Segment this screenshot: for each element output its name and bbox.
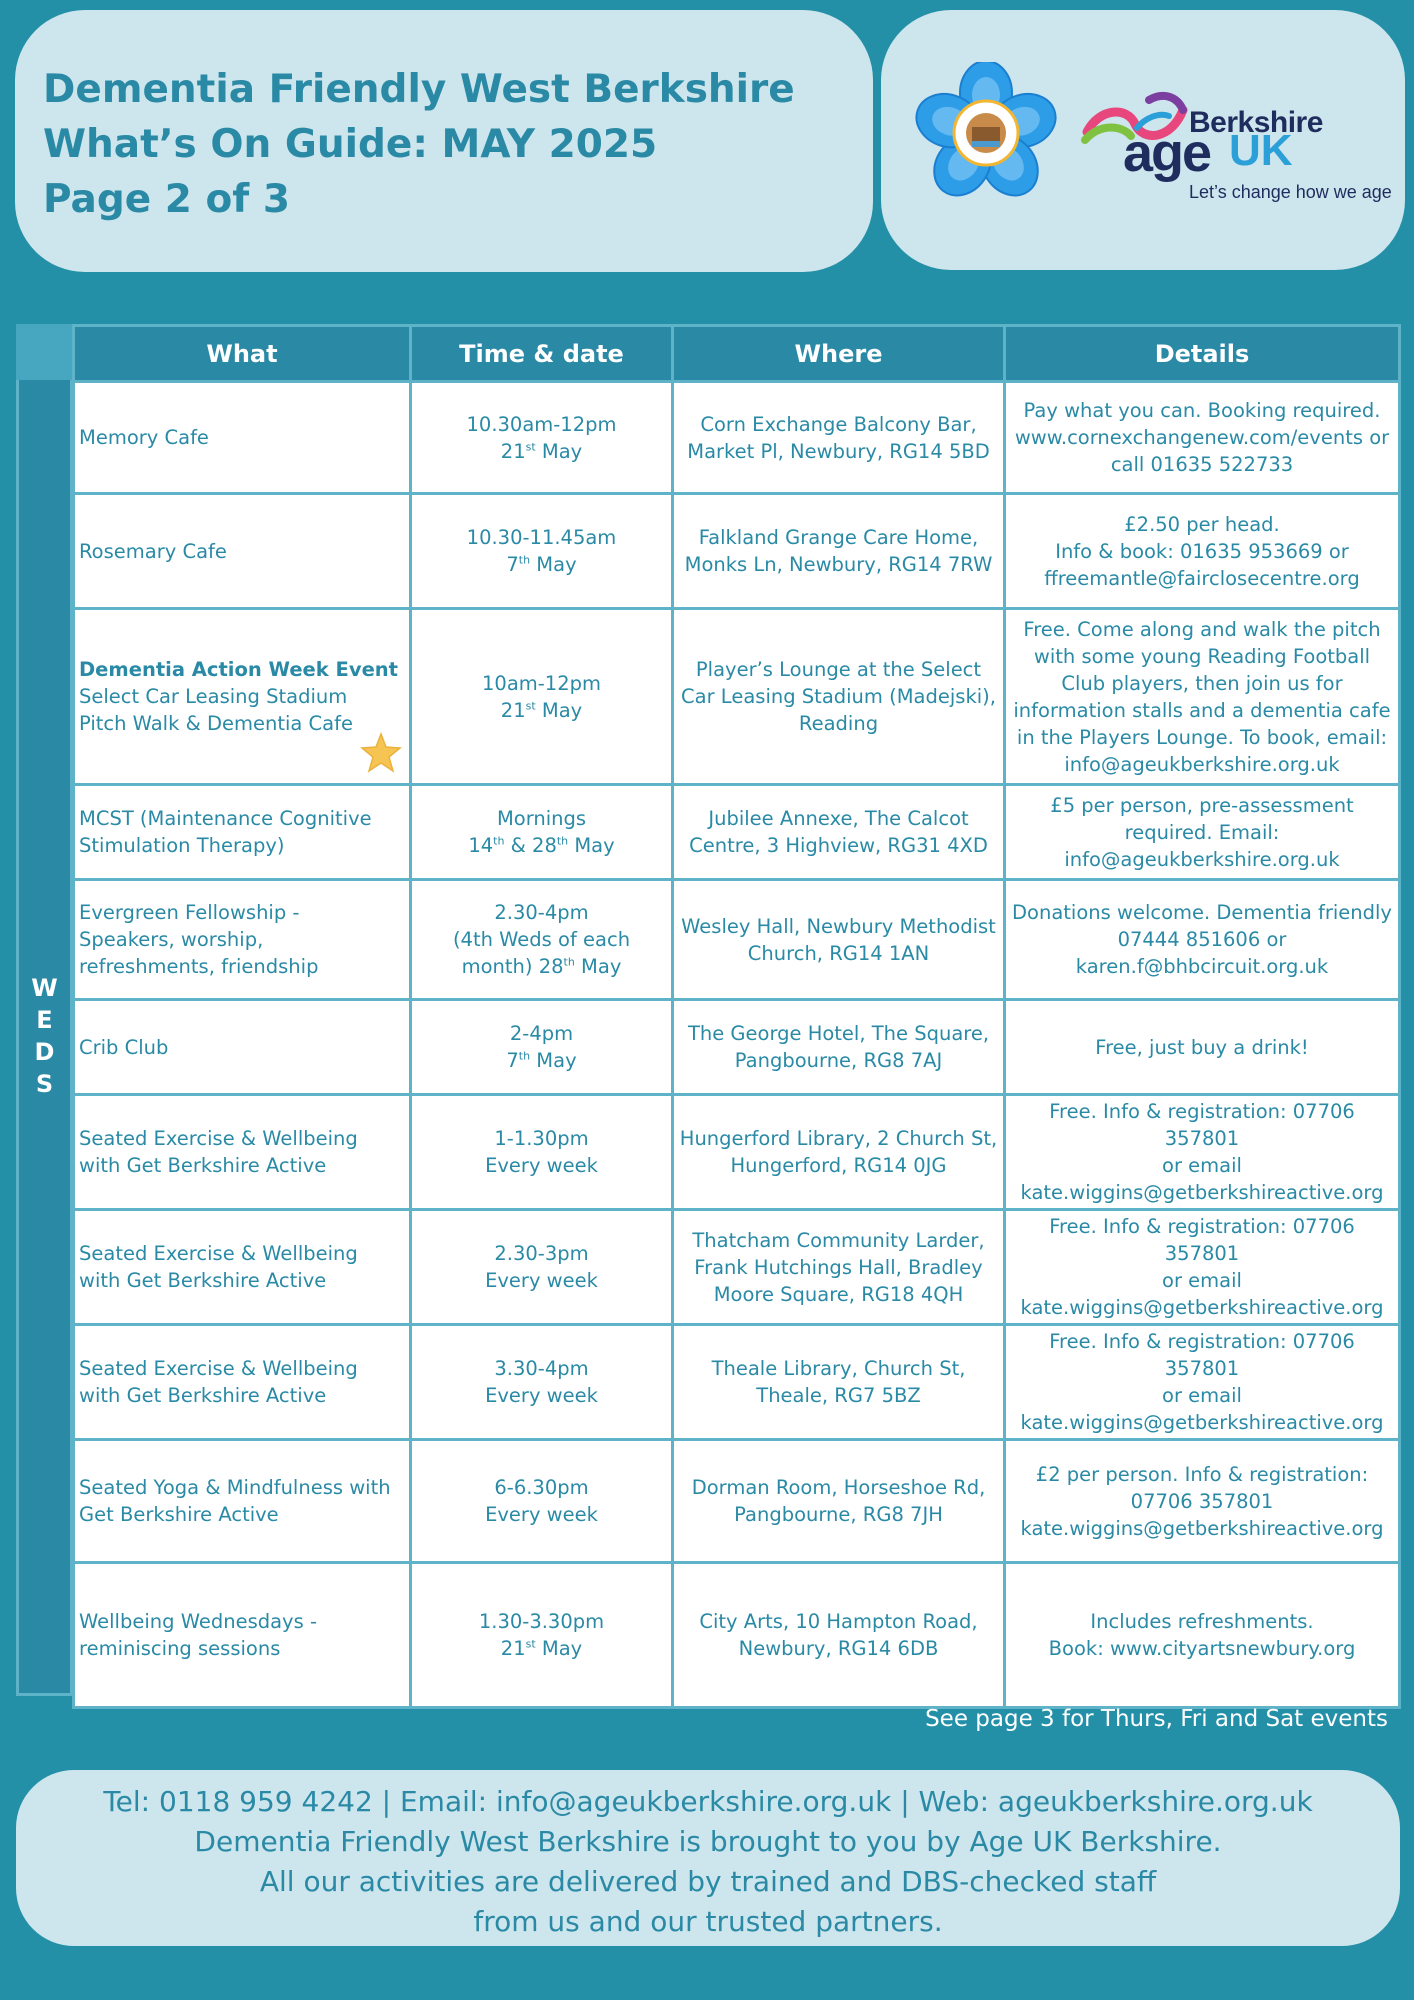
event-date: Every week [485,1269,598,1292]
details-line: ffreemantle@fairclosecentre.org [1044,566,1360,590]
details-line: Free. Info & registration: 07706 357801 [1049,1100,1355,1150]
details-line: kate.wiggins@getberkshireactive.org [1020,1411,1384,1434]
footer-line-2: Dementia Friendly West Berkshire is brought to you by Age UK Berkshire. [194,1825,1222,1858]
event-name-line: with Get Berkshire Active [79,1154,327,1177]
venue-line: Centre, 3 Highview, RG31 4XD [689,834,988,857]
event-highlight-title: Dementia Action Week Event [79,658,398,681]
details-line: info@ageukberkshire.org.uk [1064,847,1340,871]
event-name-line: Memory Cafe [79,426,209,449]
cell-details [1005,1000,1400,1095]
event-time: 2.30-3pm [494,1242,589,1265]
cell-where [673,609,1005,785]
event-name-line: Evergreen Fellowship - [79,901,300,924]
event-time: 1.30-3.30pm [478,1610,605,1633]
venue-line: Car Leasing Stadium (Madejski), [681,685,996,708]
cell-where [673,1563,1005,1708]
details-line: or email [1162,1154,1242,1177]
venue-line: Thatcham Community Larder, [692,1228,985,1252]
venue-line: Wesley Hall, Newbury Methodist [681,914,996,938]
details-line: Free. Info & registration: 07706 357801 [1049,1330,1355,1380]
star-icon [359,731,403,775]
details-line: call 01635 522733 [1110,453,1294,476]
details-line: Pay what you can. Booking required. [1023,399,1381,422]
cell-time-date [411,880,673,1000]
venue-line: Hungerford Library, 2 Church St, [679,1127,998,1150]
day-label-weds: W E D S [31,974,58,1098]
event-name-line: refreshments, friendship [79,955,319,978]
logo-uk-text: UK [1229,126,1293,175]
venue-line: Corn Exchange Balcony Bar, [700,412,977,436]
side-column-header [16,324,73,380]
table-row [74,1325,1400,1440]
details-line: kate.wiggins@getberkshireactive.org [1020,1516,1384,1540]
table-row [74,1563,1400,1708]
title-line-1: Dementia Friendly West Berkshire [43,67,795,112]
cell-details [1005,1563,1400,1708]
venue-line: Hungerford, RG14 0JG [730,1154,947,1177]
details-line: karen.f@bhbcircuit.org.uk [1075,955,1329,978]
footer-line-4: from us and our trusted partners. [473,1905,943,1938]
logos-panel [881,10,1405,270]
table-row [74,1000,1400,1095]
event-time: 2.30-4pm [494,901,589,924]
venue-line: Jubilee Annexe, The Calcot [708,807,969,830]
venue-line: Newbury, RG14 6DB [738,1637,939,1660]
event-date: 21st May [500,439,583,463]
details-line: with some young Reading Football [1033,644,1371,668]
event-date: 21st May [500,698,583,722]
event-name-line: Select Car Leasing Stadium [79,685,348,708]
cell-where [673,1210,1005,1325]
event-time: 3.30-4pm [494,1357,589,1380]
details-line: Free, just buy a drink! [1095,1035,1309,1059]
cell-what [74,1210,411,1325]
cell-details [1005,494,1400,609]
details-line: 07444 851606 or [1117,928,1287,951]
event-name-line: reminiscing sessions [79,1637,281,1660]
title-line-2: What’s On Guide: MAY 2025 [43,122,658,167]
event-date: month) 28th May [461,955,622,978]
logo-tagline: Let’s change how we age [1189,182,1392,202]
see-page-3-note: See page 3 for Thurs, Fri and Sat events [925,1706,1388,1732]
cell-where [673,494,1005,609]
cell-details [1005,1095,1400,1210]
details-line: Book: www.cityartsnewbury.org [1048,1637,1356,1660]
venue-line: Dorman Room, Horseshoe Rd, [691,1476,986,1499]
event-date: Every week [485,1503,598,1526]
table-row [74,1440,1400,1563]
event-name-line: Stimulation Therapy) [79,834,285,857]
venue-line: Church, RG14 1AN [747,941,930,965]
cell-where [673,785,1005,880]
details-line: 07706 357801 [1130,1489,1274,1513]
venue-line: Player’s Lounge at the Select [695,658,982,681]
table-row [74,494,1400,609]
cell-time-date [411,1563,673,1708]
event-time: Mornings [496,807,587,830]
cell-details [1005,1210,1400,1325]
cell-details [1005,785,1400,880]
table-row [74,880,1400,1000]
venue-line: Pangbourne, RG8 7JH [734,1503,943,1526]
column-header-what: What [74,326,411,382]
venue-line: Frank Hutchings Hall, Bradley [694,1255,983,1279]
details-line: required. Email: [1124,820,1280,844]
event-name-line: Speakers, worship, [79,928,264,951]
event-name-line: Seated Exercise & Wellbeing [79,1242,358,1265]
cell-where [673,1440,1005,1563]
event-date: 21st May [500,1637,583,1660]
cell-where [673,1325,1005,1440]
details-line: info@ageukberkshire.org.uk [1064,752,1340,776]
cell-time-date [411,1440,673,1563]
event-date: 14th & 28th May [468,834,615,857]
cell-time-date [411,785,673,880]
cell-time-date [411,609,673,785]
details-line: Donations welcome. Dementia friendly [1012,901,1392,924]
table-row [74,785,1400,880]
cell-what [74,1325,411,1440]
footer-contact-line: Tel: 0118 959 4242 | Email: info@ageukberkshire.org.uk | Web: ageukberkshire.org.uk [103,1785,1313,1818]
event-name-line: Wellbeing Wednesdays - [79,1610,317,1633]
event-time: 10.30am-12pm [466,412,617,436]
table-row [74,1095,1400,1210]
cell-details [1005,880,1400,1000]
table-row [74,1210,1400,1325]
event-name-line: with Get Berkshire Active [79,1269,327,1292]
event-time: 10am-12pm [482,671,601,695]
venue-line: Pangbourne, RG8 7AJ [734,1049,943,1072]
details-line: information stalls and a dementia cafe [1013,698,1391,722]
table-header-row [74,326,1400,382]
venue-line: City Arts, 10 Hampton Road, [699,1610,978,1633]
event-date: Every week [485,1384,598,1407]
table-row [74,382,1400,494]
column-header-details: Details [1005,326,1400,382]
logo-age-text: age [1123,123,1211,183]
cell-what [74,494,411,609]
cell-what [74,785,411,880]
cell-what [74,880,411,1000]
logo-berkshire-text: Berkshire [1189,106,1323,139]
cell-details [1005,1440,1400,1563]
details-line: in the Players Lounge. To book, email: [1016,725,1388,749]
event-name-line: Seated Yoga & Mindfulness with [79,1476,391,1499]
details-line: £2.50 per head. [1124,512,1280,536]
event-name-line: Seated Exercise & Wellbeing [79,1357,358,1380]
details-line: £5 per person, pre-assessment [1050,793,1354,817]
event-name-line: Crib Club [79,1035,169,1059]
details-line: kate.wiggins@getberkshireactive.org [1020,1181,1384,1204]
venue-line: Monks Ln, Newbury, RG14 7RW [684,553,993,576]
venue-line: Theale, RG7 5BZ [756,1384,921,1407]
table-row [74,609,1400,785]
details-line: Includes refreshments. [1090,1610,1314,1633]
dementia-friendly-flower-logo [915,62,1057,204]
event-time: 2-4pm [509,1022,574,1045]
event-name-line: Rosemary Cafe [79,539,227,563]
cell-details [1005,382,1400,494]
contact-footer [16,1770,1400,1946]
details-line: kate.wiggins@getberkshireactive.org [1020,1296,1384,1319]
venue-line: Theale Library, Church St, [711,1357,966,1380]
cell-details [1005,1325,1400,1440]
details-line: or email [1162,1269,1242,1292]
event-time-note: (4th Weds of each [452,928,631,951]
details-line: Info & book: 01635 953669 or [1055,539,1349,563]
cell-what [74,1000,411,1095]
venue-line: Reading [798,712,879,735]
cell-where [673,1000,1005,1095]
cell-time-date [411,1210,673,1325]
event-date: Every week [485,1154,598,1177]
event-name-line: Get Berkshire Active [79,1503,279,1526]
cell-where [673,382,1005,494]
event-time: 10.30-11.45am [466,526,617,549]
cell-where [673,1095,1005,1210]
venue-line: The George Hotel, The Square, [687,1022,990,1045]
cell-details [1005,609,1400,785]
cell-time-date [411,1325,673,1440]
title-line-3: Page 2 of 3 [43,177,290,222]
details-line: Free. Come along and walk the pitch [1023,617,1381,641]
details-line: Free. Info & registration: 07706 357801 [1049,1215,1355,1265]
cell-what [74,609,411,785]
event-name-line: Seated Exercise & Wellbeing [79,1127,358,1150]
event-name-line: Pitch Walk & Dementia Cafe [79,712,353,735]
venue-line: Moore Square, RG18 4QH [713,1282,964,1306]
event-time: 1-1.30pm [494,1127,589,1150]
event-name-line: with Get Berkshire Active [79,1384,327,1407]
cell-time-date [411,1095,673,1210]
cell-time-date [411,382,673,494]
details-line: www.cornexchangenew.com/events or [1014,426,1390,449]
cell-where [673,880,1005,1000]
age-uk-berkshire-logo [1079,88,1392,208]
details-line: Club players, then join us for [1061,671,1343,695]
footer-line-3: All our activities are delivered by trained and DBS-checked staff [259,1865,1157,1898]
column-header-where: Where [673,326,1005,382]
header-title-panel [15,10,873,272]
event-date: 7th May [506,1049,577,1072]
cell-what [74,382,411,494]
cell-what [74,1095,411,1210]
cell-time-date [411,494,673,609]
venue-line: Falkland Grange Care Home, [698,526,979,549]
event-name-line: MCST (Maintenance Cognitive [79,807,372,830]
event-date: 7th May [506,553,577,576]
details-line: or email [1162,1384,1242,1407]
events-table [72,324,1401,1709]
event-time: 6-6.30pm [494,1476,589,1499]
cell-what [74,1440,411,1563]
details-line: £2 per person. Info & registration: [1035,1462,1369,1486]
column-header-time-date: Time & date [411,326,673,382]
cell-time-date [411,1000,673,1095]
venue-line: Market Pl, Newbury, RG14 5BD [687,439,990,463]
cell-what [74,1563,411,1708]
